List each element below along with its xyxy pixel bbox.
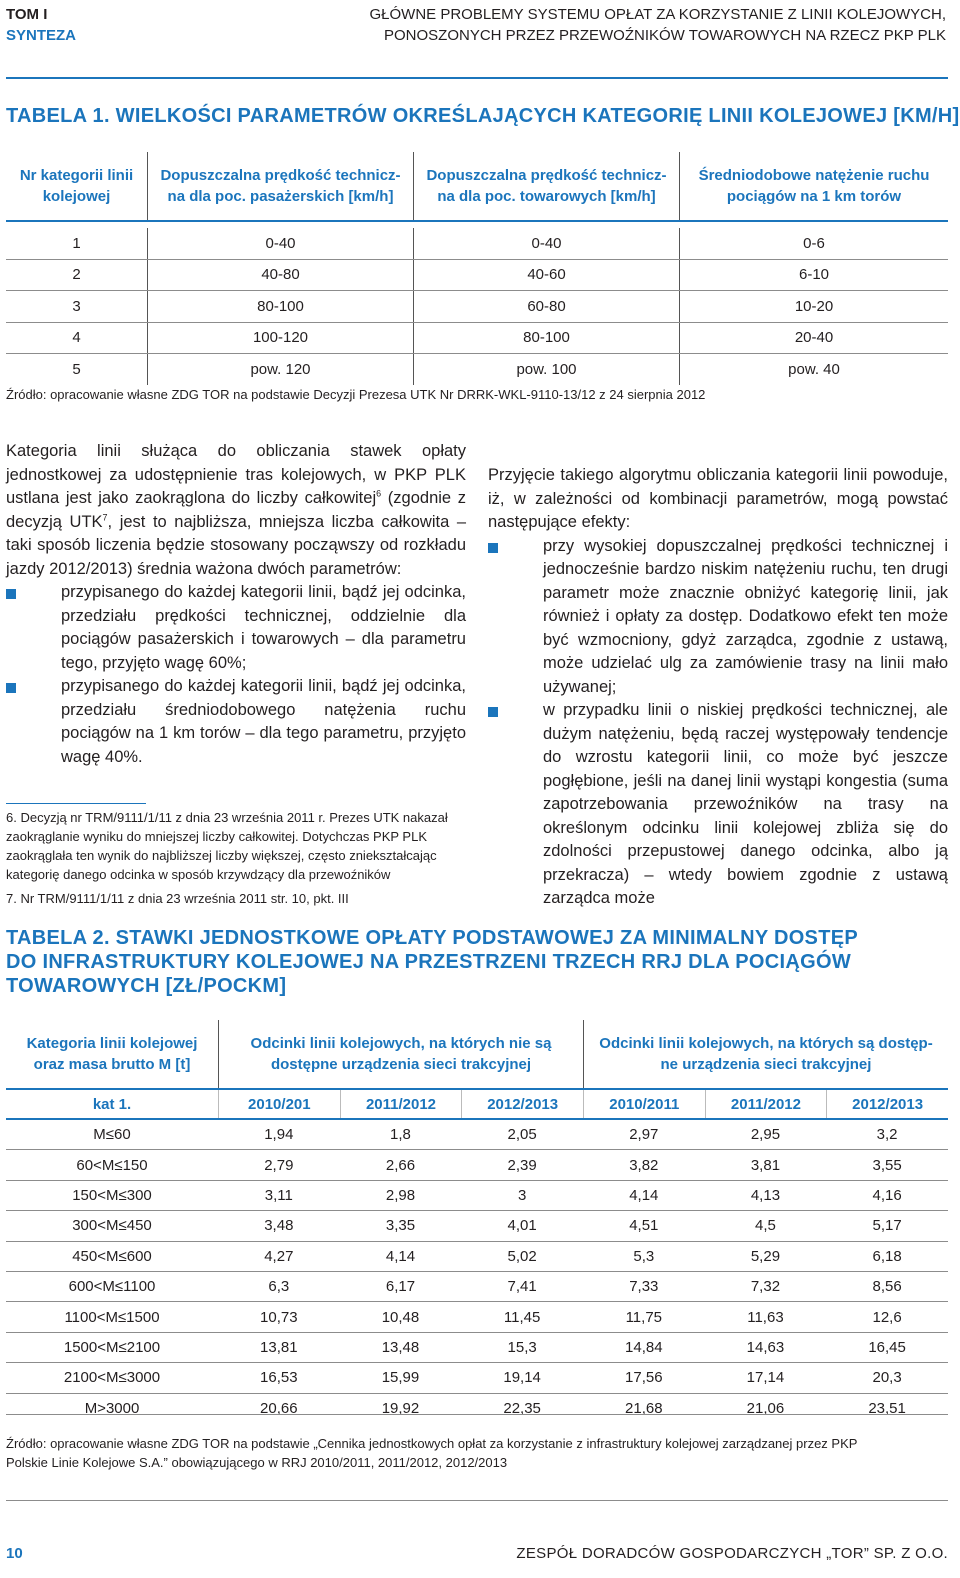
table1-row [6,353,948,385]
table2-cell: 4,14 [385,1247,416,1265]
table2-cell: 16,45 [868,1338,906,1356]
table2-subheader-cell: 2011/2012 [705,1090,827,1118]
table2-cell: 14,63 [746,1338,785,1356]
table2-cell: 4,14 [629,1186,659,1204]
square-bullet-icon [6,683,16,693]
table2-cell: M>3000 [84,1399,140,1417]
table1-row [6,259,948,291]
table2-cell: 21,68 [625,1399,663,1417]
table1-header-cell: Dopuszczalna prędkość technicz- na dla poc. pasażerskich [km/h] [147,152,413,220]
footer-rule [6,1500,948,1501]
table2-row [6,1271,948,1301]
table1-header-row [6,152,948,222]
table2-cell: 5,17 [872,1217,902,1235]
table2-cell: 3,11 [264,1186,293,1204]
table1-title: TABELA 1. WIELKOŚCI PARAMETRÓW OKREŚLAJĄCYCH KATEGORIĘ LINII KOLEJOWEJ [KM/H] [6,105,960,127]
running-header-left [6,4,76,46]
table1 [6,152,948,385]
section-label: SYNTEZA [6,27,77,44]
table2-cell: 14,84 [625,1338,663,1356]
table1-cell: 4 [72,329,81,347]
square-bullet-icon [488,707,498,717]
table2-cell: 10,48 [381,1308,420,1326]
table2-cell: 3,2 [876,1126,898,1144]
table2-cell: 7,41 [507,1278,537,1296]
table2-cell: 2,97 [629,1126,659,1144]
table1-cell: pow. 40 [679,354,948,385]
table2-row [6,1149,948,1179]
table1-row [6,228,948,259]
table2-cell: 8,56 [872,1278,902,1296]
table1-cell: 0-40 [147,228,413,259]
table2-cell: 300<M≤450 [72,1217,152,1235]
table1-cell: pow. 100 [413,354,679,385]
square-bullet-icon [488,543,498,553]
table1-source: Źródło: opracowanie własne ZDG TOR na podstawie Decyzji Prezesa UTK Nr DRRK-WKL-9110-13/12 z 24 sierpnia 2012 [6,387,706,402]
table2-cell: 3,55 [872,1156,902,1174]
table2-cell: 7,33 [629,1278,659,1296]
table2-cell: 2,66 [385,1156,416,1174]
table1-cell: 1 [72,234,81,252]
table2-cell: 1,94 [264,1126,294,1144]
table2-cell: 2,39 [507,1156,537,1174]
right-text-column [488,464,948,911]
table2-cell: 2,79 [264,1156,294,1174]
table2-row [6,1120,948,1149]
table1-cell: 0-6 [679,228,948,259]
table2-cell: 11,63 [747,1308,784,1326]
table2-subheader-cell: 2012/2013 [461,1090,583,1118]
table1-row [6,290,948,322]
table1-body [6,228,948,385]
table2-cell: 4,27 [264,1247,294,1265]
table2-cell: 10,73 [260,1308,298,1326]
table2-cell: 16,53 [260,1369,298,1387]
table2-bottom-rule [6,1414,948,1415]
table1-cell: 3 [72,297,81,315]
table2-subheader-cell: 2010/2011 [583,1090,705,1118]
table1-header-cell: Nr kategorii linii kolejowej [19,167,134,205]
table2-cell: 15,99 [381,1369,420,1387]
table2 [6,1020,948,1423]
table2-cell: 3,82 [629,1156,659,1174]
table2-header-cell: Kategoria linii kolejowej oraz masa brutto M [t] [26,1035,198,1073]
table2-cell: 5,02 [507,1247,537,1265]
table2-row [6,1241,948,1271]
table2-cell: 11,75 [625,1308,663,1326]
table1-cell: 40-60 [413,260,679,291]
table2-cell: 600<M≤1100 [68,1278,156,1296]
table2-cell: 11,45 [503,1308,541,1326]
footnote-rule [6,803,146,804]
table1-cell: pow. 120 [147,354,413,385]
table2-cell: 12,6 [872,1308,902,1326]
table2-cell: 6,18 [872,1247,902,1265]
page-number: 10 [6,1545,23,1562]
table2-header-cell: Odcinki linii kolejowych, na których nie są dostępne urządzenia sieci trakcyjnej [218,1020,583,1088]
table2-cell: 13,48 [381,1338,420,1356]
table1-cell: 40-80 [147,260,413,291]
table2-cell: 2,05 [507,1126,537,1144]
table2-cell: 6,3 [268,1278,290,1296]
table2-row [6,1180,948,1210]
table2-title: TABELA 2. STAWKI JEDNOSTKOWE OPŁATY PODSTAWOWEJ ZA MINIMALNY DOSTĘP DO INFRASTRUKTURY KOLEJOWEJ NA PRZESTRZENI TRZECH RRJ DLA POCIĄGÓW TOWAROWYCH [ZŁ/POCKM] [6,927,858,997]
table2-cell: 1,8 [390,1126,411,1144]
table2-cell: 150<M≤300 [72,1186,152,1204]
right-bullet-item: przy wysokiej dopuszczalnej prędkości technicznej i jednocześnie bardzo niskim natężeniu ruchu, ten drugi parametr może znacznie obniżyć kategorię linii, jak również i opłaty za dostęp. Dodatkowo efekt ten może być wzmocniony, gdyż zarządca, zgodnie z ustawą, może udzielać ulg za zamówienie trasy na linii mało używanej; [488,535,948,700]
table2-cell: 1100<M≤1500 [64,1308,160,1326]
table2-row [6,1362,948,1392]
table2-cell: 13,81 [260,1338,298,1356]
table2-cell: 20,66 [260,1399,298,1417]
volume-label: TOM I [6,6,48,23]
table2-cell: 6,17 [385,1278,416,1296]
table2-subheader-cell: 2011/2012 [340,1090,462,1118]
table2-cell: 17,56 [625,1369,663,1387]
table2-row [6,1301,948,1331]
table2-row [6,1210,948,1240]
table2-cell: 4,51 [629,1217,659,1235]
table2-cell: 17,14 [746,1369,785,1387]
footnote-6: 6. Decyzją nr TRM/9111/1/11 z dnia 23 września 2011 r. Prezes UTK nakazał zaokrąglanie wyniku do mniejszej liczby całkowitej. Dotychczas PKP PLK zaokrąglała ten wynik do najbliższej liczby większej, często zniekształcając kategorię danego odcinka w sposób krzywdzący dla przewoźników [6,810,448,882]
table2-subheader-cell: 2010/201 [218,1090,340,1118]
left-bullet-item: przypisanego do każdej kategorii linii, bądź jej odcinka, przedziału średniodobowego natężenia ruchu pociągów na 1 km torów – dla tego parametru, przyjęto wagę 40%. [6,675,466,769]
table1-cell: 6-10 [679,260,948,291]
table2-cell: 15,3 [507,1338,537,1356]
table2-cell: 60<M≤150 [76,1156,148,1174]
left-text-column [6,440,466,769]
table2-cell: 4,16 [872,1186,902,1204]
table1-cell: 10-20 [679,291,948,322]
right-intro-paragraph: Przyjęcie takiego algorytmu obliczania kategorii linii powoduje, iż, w zależności od kombinacji parametrów, mogą powstać następujące efekty: [488,466,948,531]
table2-cell: 1500<M≤2100 [63,1338,161,1356]
table2-cell: 4,5 [755,1217,776,1235]
table2-cell: 22,35 [503,1399,541,1417]
left-intro-paragraph: Kategoria linii służąca do obliczania stawek opłaty jednostkowej za udostępnienie tras kolejowych, w PKP PLK ustlana jest jako zaokrąglona do liczby całkowitej$^6$ (zgodnie z decyzją UTK$^7$, jest to najbliższa, mniejsza liczba całkowita – taki sposób liczenia będzie stosowany począwszy od rozkładu jazdy 2012/2013) średnia ważona dwóch parametrów: [6,442,466,578]
table2-body [6,1120,948,1423]
table2-cell: 21,06 [746,1399,785,1417]
table2-header-row [6,1020,948,1088]
square-bullet-icon [6,589,16,599]
table2-cell: 450<M≤600 [72,1247,152,1265]
header-title-line2: PONOSZONYCH PRZEZ PRZEWOŹNIKÓW TOWAROWYCH NA RZECZ PKP PLK [384,27,946,44]
table2-subheader-row [6,1088,948,1120]
table2-source: Źródło: opracowanie własne ZDG TOR na podstawie „Cennika jednostkowych opłat za korzystanie z infrastruktury kolejowej zarządzanej przez PKP Polskie Linie Kolejowe S.A.” obowiązującego w RRJ 2010/2011, 2011/2012, 2012/2013 [6,1436,858,1470]
table2-cell: 2,98 [385,1186,416,1204]
table2-cell: 4,01 [507,1217,537,1235]
table2-cell: M≤60 [93,1126,131,1144]
running-header-title [369,4,946,46]
table2-cell: 5,29 [750,1247,781,1265]
table2-subheader-cell: 2012/2013 [826,1090,948,1118]
footer-publisher: ZESPÓŁ DORADCÓW GOSPODARCZYCH „TOR” SP. Z O.O. [516,1545,948,1562]
table2-cell: 20,3 [872,1369,902,1387]
left-bullet-item: przypisanego do każdej kategorii linii, bądź jej odcinka, przedziału prędkości technicznej, oddzielnie dla pociągów pasażerskich i towarowych – dla parametru tego, przyjęto wagę 60%; [6,581,466,675]
table2-row [6,1332,948,1362]
table1-cell: 60-80 [413,291,679,322]
table1-cell: 0-40 [413,228,679,259]
table2-header-cell: Odcinki linii kolejowych, na których są dostęp- ne urządzenia sieci trakcyjnej [583,1020,948,1088]
table2-cell: 19,14 [503,1369,541,1387]
table1-cell: 5 [72,360,81,378]
table2-cell: 2,95 [750,1126,781,1144]
table2-cell: 19,92 [381,1399,420,1417]
table1-cell: 20-40 [679,323,948,354]
footnotes [6,808,466,913]
table1-header-cell: Dopuszczalna prędkość technicz- na dla poc. towarowych [km/h] [413,152,679,220]
table2-cell: 3,35 [385,1217,416,1235]
table2-cell: 2100<M≤3000 [63,1369,161,1387]
table2-cell: 23,51 [868,1399,906,1417]
header-rule [6,77,948,79]
table1-cell: 80-100 [147,291,413,322]
table1-row [6,322,948,354]
table2-cell: 5,3 [633,1247,655,1265]
table2-cell: 4,13 [750,1186,781,1204]
table1-cell: 2 [72,266,81,284]
table1-cell: 100-120 [147,323,413,354]
table1-header-cell: Średniodobowe natężenie ruchu pociągów na 1 km torów [679,152,948,220]
table2-row [6,1393,948,1423]
footnote-7: 7. Nr TRM/9111/1/11 z dnia 23 września 2011 str. 10, pkt. III [6,891,349,906]
table2-subheader-cell: kat 1. [92,1095,132,1113]
right-bullet-item: w przypadku linii o niskiej prędkości technicznej, ale dużym natężeniu, będą raczej występowały tendencje do wzrostu kategorii linii, co może być jeszcze pogłębione, jeśli na danej linii wystąpi kongestia (suma zapotrzebowania przewoźników na trasy na określonym odcinku linii kolejowej zbliża się do zdolności przepustowej danego odcinka, albo ją przekracza) – wtedy bowiem zgodnie z ustawą zarządca może [488,699,948,911]
header-title-line1: GŁÓWNE PROBLEMY SYSTEMU OPŁAT ZA KORZYSTANIE Z LINII KOLEJOWYCH, [369,6,946,23]
table1-cell: 80-100 [413,323,679,354]
table2-cell: 3 [517,1186,527,1204]
table2-cell: 3,81 [750,1156,781,1174]
table2-cell: 7,32 [750,1278,781,1296]
table2-cell: 3,48 [264,1217,294,1235]
